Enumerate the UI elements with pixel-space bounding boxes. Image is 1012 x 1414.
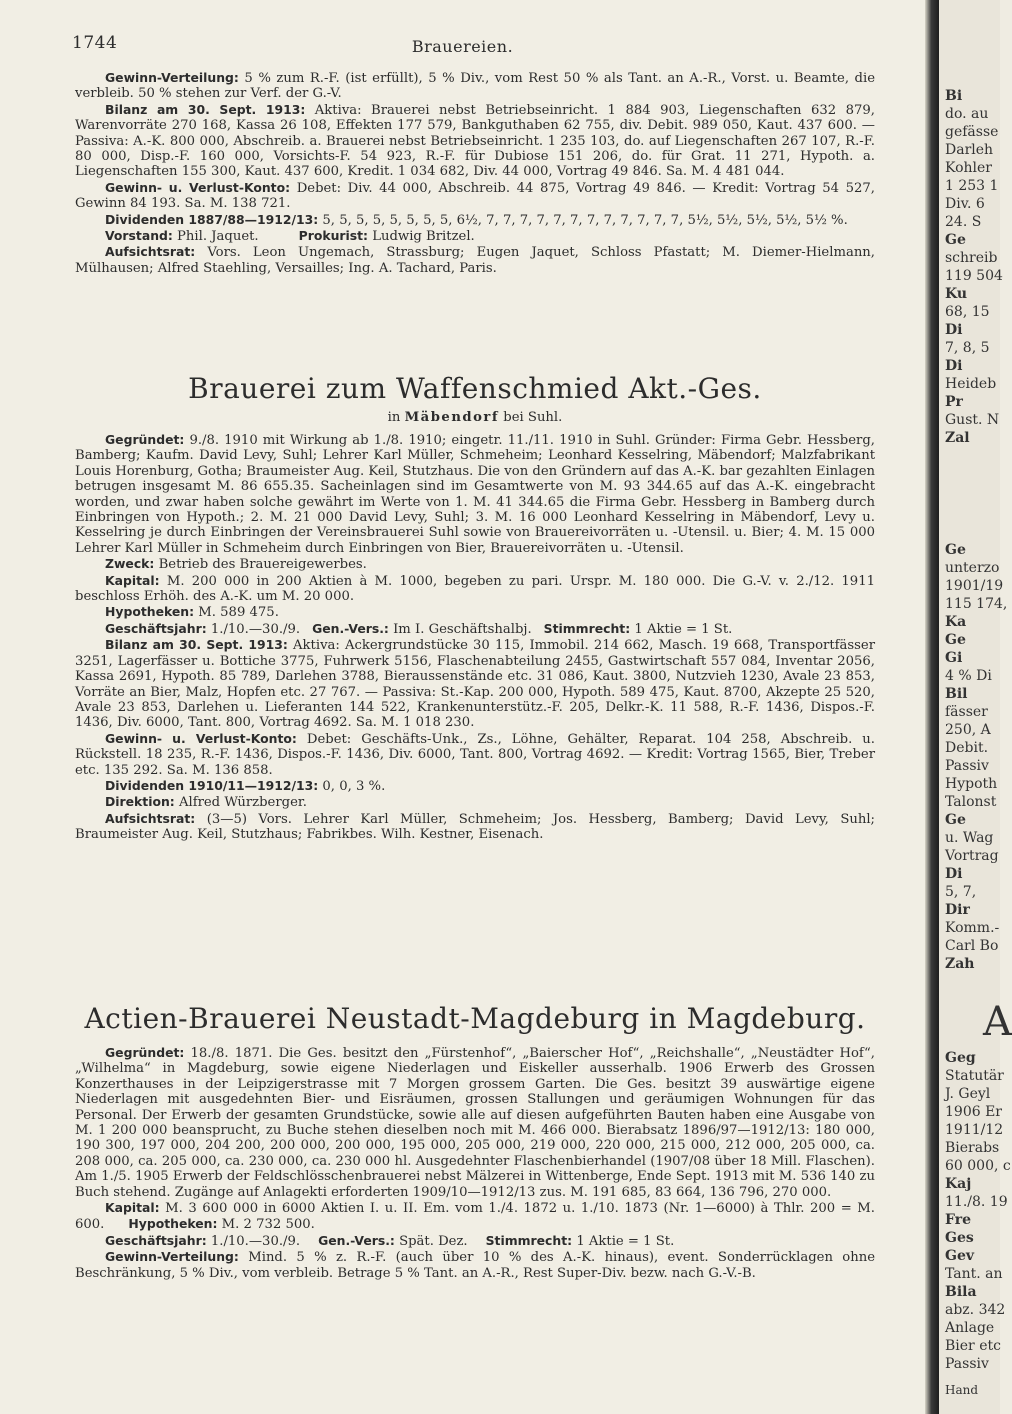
next-page-fragment: 5, 7, (945, 884, 977, 900)
prev-bilanz: Bilanz am 30. Sept. 1913: Aktiva: Brauerei nebst Betriebseinricht. 1 884 903, Liegenschaften 632 879, Warenvorräte 270 168, Kassa 26 108, Effekten 177 579, Bankguthaben 62 755, div. Debit. 989 050, Kaut. 437 600. — Passiva: A.-K. 800 000, Abschreib. a. Brauerei nebst Betriebseinricht. 1 235 103, do. auf Liegenschaften 267 107, R.-F. 80 000, Disp.-F. 160 000, Vorsichts-F. 54 923, R.-F. für Dubiose 151 206, do. für Grat. 11 271, Hypoth. a. Liegenschaften 155 300, Kaut. 437 600, Kredit. 1 034 682, Div. 44 000, Vortrag 49 846. Sa. M. 4 481 044. (75, 101, 875, 180)
prev-aufsichtsrat: Aufsichtsrat: Vors. Leon Ungemach, Strassburg; Eugen Jaquet, Schloss Pfastatt; M. Diemer-Hielmann, Mülhausen; Alfred Staehling, Versailles; Ing. A. Tachard, Paris. (75, 244, 875, 276)
waffenschmied-title: Brauerei zum Waffenschmied Akt.-Ges. (188, 372, 762, 405)
waffenschmied-aufsichtsrat: Aufsichtsrat: (3—5) Vors. Lehrer Karl Müller, Schmeheim; Jos. Hessberg, Bamberg; David Levy, Suhl; Braumeister Aug. Keil, Stutzhaus; Fabrikbes. Wilh. Kestner, Eisenach. (75, 810, 875, 843)
magdeburg-gewinn-verteilung: Gewinn-Verteilung: Mind. 5 % z. R.-F. (auch über 10 % des A.-K. hinaus), event. Sonderrücklagen ohne Beschränkung, 5 % Div., vom verbleib. Betrage 5 % Tant. an A.-R., Rest Super-Div. bezw. nach G.-V.-B. (75, 1249, 876, 1281)
next-page-fragment: 11./8. 19 (945, 1194, 1008, 1210)
next-page-fragment: Div. 6 (945, 196, 985, 212)
next-page-fragment: 60 000, c (945, 1158, 1011, 1174)
next-page-fragment: Vortrag (945, 848, 999, 864)
waffenschmied-hypotheken: Hypotheken: M. 589 475. (105, 604, 279, 621)
next-page-fragment: 1901/19 (945, 578, 1004, 594)
waffenschmied-bilanz: Bilanz am 30. Sept. 1913: Aktiva: Ackergrundstücke 30 115, Immobil. 214 662, Masch. 19 668, Transportfässer 3251, Lagerfässer u. Bottiche 3775, Fuhrwerk 5156, Flaschenabteilung 2455, Gastwirtschaft 557 084, Inventar 2056, Kassa 2691, Hypoth. 85 789, Darlehen 3788, Bieraussenstände etc. 31 086, Kaut. 3800, Nutzvieh 1230, Avale 23 853, Vorräte an Bier, Malz, Hopfen etc. 27 767. — Passiva: St.-Kap. 200 000, Hypoth. 589 475, Kaut. 8700, Akzepte 25 520, Avale 23 853, Darlehen u. Lieferanten 144 522, Krankenunterstütz.-F. 205, Delkr.-K. 11 588, R.-F. 1436, Dispos.-F. 1436, Div. 6000, Tant. 800, Vortrag 4692. Sa. M. 1 018 230. (75, 637, 875, 731)
next-page-fragment: Passiv (945, 758, 989, 774)
waffenschmied-dividenden: Dividenden 1910/11—1912/13: 0, 0, 3 %. (105, 777, 386, 794)
waffenschmied-direktion: Direktion: Alfred Würzberger. (105, 794, 307, 811)
next-page-fragment: Di (945, 358, 963, 374)
prev-company-section (75, 70, 875, 276)
next-page-fragment: unterzo (945, 560, 1000, 576)
next-page-fragment: Di (945, 322, 963, 338)
next-page-fragment: 1911/12 (945, 1122, 1004, 1138)
prev-dividenden: Dividenden 1887/88—1912/13: 5, 5, 5, 5, 5, 5, 5, 5, 6½, 7, 7, 7, 7, 7, 7, 7, 7, 7, 7, 7, 7, 5½, 5½, 5½, 5½, 5½ %. (105, 211, 848, 228)
next-page-fragment: Hypoth (945, 776, 998, 792)
next-page-fragment: Darleh (945, 142, 994, 158)
prev-gewinn-verteilung: Gewinn-Verteilung: 5 % zum R.-F. (ist erfüllt), 5 % Div., vom Rest 50 % als Tant. an A.-R., Vorst. u. Beamte, die verbleib. 50 % stehen zur Verf. der G.-V. (75, 70, 875, 102)
next-page-fragment: Statutär (945, 1068, 1004, 1084)
next-page-fragment: Dir (945, 902, 970, 918)
next-page-fragment: Ge (945, 812, 966, 828)
magdeburg-title: Actien-Brauerei Neustadt-Magdeburg in Magdeburg. (84, 1002, 866, 1035)
waffenschmied-gegruendet: Gegründet: 9./8. 1910 mit Wirkung ab 1./8. 1910; eingetr. 11./11. 1910 in Suhl. Gründer: Firma Gebr. Hessberg, Bamberg; Kaufm. David Levy, Suhl; Lehrer Karl Müller, Schmeheim; Leonhard Kesselring, Mäbendorf; Malzfabrikant Louis Horenburg, Gotha; Braumeister Aug. Keil, Stutzhaus. Die von den Gründern auf das A.-K. bar gezahlten Einlagen betrugen insgesamt M. 86 655.35. Sacheinlagen sind im Gesamtwerte von M. 93 344.65 auf das A.-K. eingebracht worden, und zwar haben solche gewährt im Werte von 1. M. 41 344.65 die Firma Gebr. Hessberg in Bamberg durch Einbringen von Hypoth.; 2. M. 21 000 David Levy, Suhl; 3. M. 16 000 Leonhard Kesselring in Mäbendorf, Levy u. Kesselring je durch Einbringen der Vereinsbrauerei Suhl sowie von Brauereivorräten u. -Utensil. u. Bier; 4. M. 15 000 Lehrer Karl Müller in Schmeheim durch Einbringen von Bier, Brauereivorräten u. -Utensil. (75, 432, 875, 556)
next-page-fragment: Talonst (945, 794, 997, 810)
magdeburg-kapital: Kapital: M. 3 600 000 in 6000 Aktien I. u. II. Em. vom 1./4. 1872 u. 1./10. 1873 (Nr. 1—6000) à Thlr. 200 = M. 600. Hypotheken: M. 2 732 500. (75, 1200, 875, 1233)
next-page-fragment: J. Geyl (945, 1086, 991, 1102)
next-page-fragment: Ka (945, 614, 967, 630)
waffenschmied-kapital: Kapital: M. 200 000 in 200 Aktien à M. 1000, begeben zu pari. Urspr. M. 180 000. Die G.-V. v. 2./12. 1911 beschloss Erhöh. des A.-K. um M. 20 000. (75, 572, 875, 605)
next-page-fragment: Zah (945, 956, 975, 972)
next-page-fragment: 7, 8, 5 (945, 340, 990, 356)
waffenschmied-section (75, 432, 875, 843)
waffenschmied-geschaeftsjahr: Geschäftsjahr: 1./10.—30./9. Gen.-Vers.: Im I. Geschäftshalbj. Stimmrecht: 1 Aktie = 1 St. (105, 620, 733, 637)
next-page-fragment: Anlage (945, 1320, 995, 1336)
next-page-fragment: Ge (945, 632, 966, 648)
next-page-fragment: 68, 15 (945, 304, 990, 320)
next-page-fragment: Ku (945, 286, 968, 302)
magdeburg-gegruendet: Gegründet: 18./8. 1871. Die Ges. besitzt den „Fürstenhof“, „Baierscher Hof“, „Reichshalle“, „Neustädter Hof“, „Wilhelma“ in Magdeburg, sowie eigene Niederlagen und Eiskeller ausserhalb. 1906 Erwerb des Grossen Konzerthauses in der Leipzigerstrasse mit 7 Morgen grossem Garten. Die Ges. besitzt 39 auswärtige eigene Niederlagen mit ausgedehnten Bier- und Eisräumen, grossen Stallungen und geräumigen Wohnungen für das Personal. Der Erwerb der gesamten Grundstücke, sowie alle auf diesen aufgeführten Bauten haben eine Ausgabe von M. 1 200 000 beansprucht, zu Buche stehen dieselben noch mit M. 466 000. Bierabsatz 1896/97—1912/13: 180 000, 190 300, 197 000, 204 200, 200 000, 200 000, 195 000, 205 000, 219 000, 220 000, 215 000, 212 000, 205 000, ca. 208 000, ca. 205 000, ca. 230 000, ca. 230 000 hl. Ausgedehnter Flaschenbierhandel (1907/08 über 18 Mill. Flaschen). Am 1./5. 1905 Erwerb der Feldschlösschenbrauerei nebst Mälzerei in Wittenberge, Ende Sept. 1913 mit M. 536 140 zu Buch stehend. Zugänge auf Anlagekti erforderten 1909/10—1912/13 zus. M. 191 685, 83 664, 136 796, 270 000. (75, 1045, 875, 1200)
next-page-fragment: 24. S (945, 214, 982, 230)
next-page-fragment: Ge (945, 542, 966, 558)
waffenschmied-location: in Mäbendorf bei Suhl. (387, 410, 563, 425)
next-page-fragment: Gi (945, 650, 963, 666)
next-page-fragment: fässer (945, 704, 988, 720)
next-page-fragment: Zal (945, 430, 970, 446)
next-page-fragment: Kaj (945, 1176, 972, 1192)
next-page-fragment: Tant. an (945, 1266, 1003, 1282)
next-page-fragment: Heideb (945, 376, 997, 392)
next-page-fragment: Debit. (945, 740, 989, 756)
next-page-fragment: do. au (945, 106, 989, 122)
next-page-fragment: Carl Bo (945, 938, 999, 954)
waffenschmied-gewinn-konto: Gewinn- u. Verlust-Konto: Debet: Geschäfts-Unk., Zs., Löhne, Gehälter, Reparat. 104 258, Abschreib. u. Rückstell. 18 235, R.-F. 1436, Dispos.-F. 1436, Div. 6000, Tant. 800, Vortrag 4692. — Kredit: Vortrag 1565, Bier, Treber etc. 135 292. Sa. M. 136 858. (75, 730, 875, 778)
book-gutter (925, 0, 939, 1414)
next-page-fragment: Bila (945, 1284, 977, 1300)
next-page-fragment: 115 174, (945, 596, 1008, 612)
next-page-fragment: Kohler (945, 160, 992, 176)
next-page-fragment: Hand (945, 1383, 979, 1397)
next-page-fragment: gefässe (945, 124, 999, 140)
prev-vorstand: Vorstand: Phil. Jaquet. Prokurist: Ludwig Britzel. (105, 228, 475, 245)
next-page-fragment: 250, A (945, 722, 991, 738)
next-page-fragment: Passiv (945, 1356, 989, 1372)
page-number: 1744 (72, 33, 118, 53)
next-page-fragment: Fre (945, 1212, 971, 1228)
next-page-fragment: Bierabs (945, 1140, 1000, 1156)
running-head: Brauereien. (411, 37, 514, 56)
next-page-fragment: Bi (945, 88, 963, 104)
next-page-fragment: 1 253 1 (945, 178, 999, 194)
magdeburg-section (75, 1045, 875, 1281)
next-page-fragment: Bil (945, 686, 968, 702)
next-page-fragment: 4 % Di (945, 668, 992, 684)
prev-gewinn-konto: Gewinn- u. Verlust-Konto: Debet: Div. 44 000, Abschreib. 44 875, Vortrag 49 846. — Kredit: Vortrag 54 527, Gewinn 84 193. Sa. M. 138 721. (75, 179, 875, 212)
next-page-fragment: A (983, 999, 1012, 1045)
next-page-fragment: u. Wag (945, 830, 994, 846)
next-page-fragment: 119 504 (945, 268, 1003, 284)
next-page-fragment: Pr (945, 394, 963, 410)
next-page-fragment: Gev (945, 1248, 974, 1264)
next-page-fragment: Di (945, 866, 963, 882)
next-page-fragment: schreib (945, 250, 998, 266)
next-page-fragment: Geg (945, 1050, 976, 1066)
next-page-fragment: Gust. N (945, 412, 1000, 428)
next-page-fragment: Bier etc (945, 1338, 1001, 1354)
next-page-fragment: 1906 Er (945, 1104, 1002, 1120)
magdeburg-geschaeftsjahr: Geschäftsjahr: 1./10.—30./9. Gen.-Vers.: Spät. Dez. Stimmrecht: 1 Aktie = 1 St. (105, 1232, 675, 1249)
waffenschmied-zweck: Zweck: Betrieb des Brauereigewerbes. (105, 556, 367, 573)
next-page-fragment: Ge (945, 232, 966, 248)
next-page-fragment: abz. 342 (945, 1302, 1006, 1318)
next-page-fragment: Ges (945, 1230, 974, 1246)
next-page-fragment: Komm.- (945, 920, 1000, 936)
next-page-edge (939, 0, 1012, 1414)
